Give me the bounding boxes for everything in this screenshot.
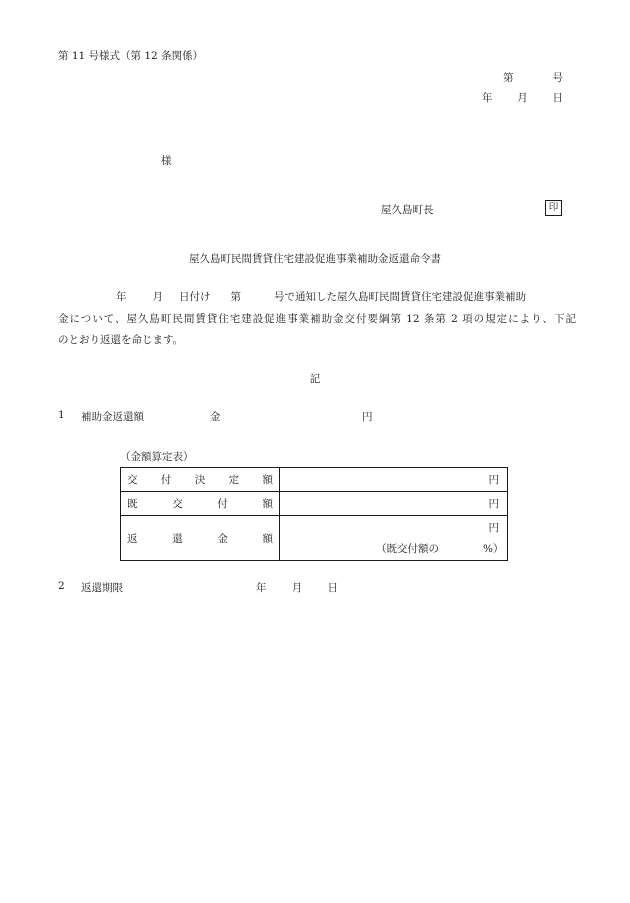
document-number bbox=[503, 70, 563, 85]
item-1-kin: 金 bbox=[210, 411, 221, 423]
body-paragraph bbox=[58, 287, 576, 352]
label-char: 交 bbox=[127, 474, 138, 486]
item-2-label: 返還期限 bbox=[81, 582, 123, 594]
deadline-month: 月 bbox=[291, 582, 303, 594]
label-char: 交 bbox=[172, 498, 183, 510]
body-line-3: のとおり返還を命じます。 bbox=[58, 334, 184, 346]
table-row bbox=[121, 468, 508, 492]
percentage-note bbox=[376, 541, 503, 556]
document-date bbox=[482, 90, 563, 105]
body-line-2: 金について、屋久島町民間賃貸住宅建設促進事業補助金交付要綱第 12 条第 2 項の規定により、下記 bbox=[58, 312, 576, 325]
item-2-number: 2 bbox=[58, 580, 65, 592]
label-char: 額 bbox=[262, 474, 273, 486]
label-char: 還 bbox=[172, 532, 183, 545]
label-char: 決 bbox=[194, 474, 206, 486]
label-char: 定 bbox=[228, 474, 240, 486]
body-line-1-rest: 号で通知した屋久島町民間賃貸住宅建設促進事業補助 bbox=[274, 291, 526, 303]
label-char: 返 bbox=[127, 532, 138, 545]
body-line-1 bbox=[58, 287, 576, 309]
table-row bbox=[121, 516, 508, 561]
document-number-go: 号 bbox=[552, 72, 563, 84]
row-label-grant-decision bbox=[121, 468, 280, 492]
row-value-grant-decision bbox=[280, 468, 508, 492]
ki-heading: 記 bbox=[309, 373, 321, 385]
row-value-already-granted bbox=[280, 492, 508, 516]
label-char: 金 bbox=[217, 532, 228, 545]
addressee-suffix: 様 bbox=[161, 155, 172, 167]
label-char: 額 bbox=[262, 498, 273, 510]
seal-mark: 印 bbox=[545, 200, 562, 216]
body-dai: 第 bbox=[230, 291, 241, 303]
yen-unit: 円 bbox=[488, 522, 499, 534]
yen-unit: 円 bbox=[488, 474, 499, 486]
deadline-day: 日 bbox=[327, 582, 338, 594]
item-1-yen: 円 bbox=[362, 411, 373, 423]
percentage-note-suffix: %） bbox=[483, 543, 504, 555]
body-date-suffix: 日付け bbox=[179, 291, 211, 303]
label-char: 付 bbox=[217, 498, 228, 510]
document-date-year: 年 bbox=[482, 92, 493, 104]
item-1-label: 補助金返還額 bbox=[81, 411, 144, 423]
document-number-dai: 第 bbox=[503, 72, 514, 84]
body-year: 年 bbox=[116, 291, 127, 303]
form-number: 第 11 号様式（第 12 条関係） bbox=[58, 50, 204, 62]
row-label-return-amount bbox=[121, 516, 280, 561]
table-caption: （金額算定表） bbox=[120, 451, 194, 463]
row-label-already-granted bbox=[121, 492, 280, 516]
issuer-name: 屋久島町長 bbox=[381, 204, 434, 216]
label-char: 付 bbox=[160, 474, 172, 486]
body-month: 月 bbox=[152, 291, 163, 303]
item-1-number: 1 bbox=[58, 409, 65, 421]
label-char: 額 bbox=[262, 532, 273, 545]
percentage-note-prefix: （既交付額の bbox=[376, 543, 439, 555]
table-row bbox=[121, 492, 508, 516]
yen-unit: 円 bbox=[488, 498, 499, 510]
return-deadline-date bbox=[256, 580, 338, 595]
row-value-return-amount bbox=[280, 516, 508, 561]
document-date-month: 月 bbox=[517, 92, 528, 104]
deadline-year: 年 bbox=[256, 582, 267, 594]
amount-calculation-table bbox=[120, 467, 508, 561]
document-title: 屋久島町民間賃貸住宅建設促進事業補助金返還命令書 bbox=[189, 253, 441, 265]
document-date-day: 日 bbox=[552, 92, 563, 104]
label-char: 既 bbox=[127, 498, 138, 510]
